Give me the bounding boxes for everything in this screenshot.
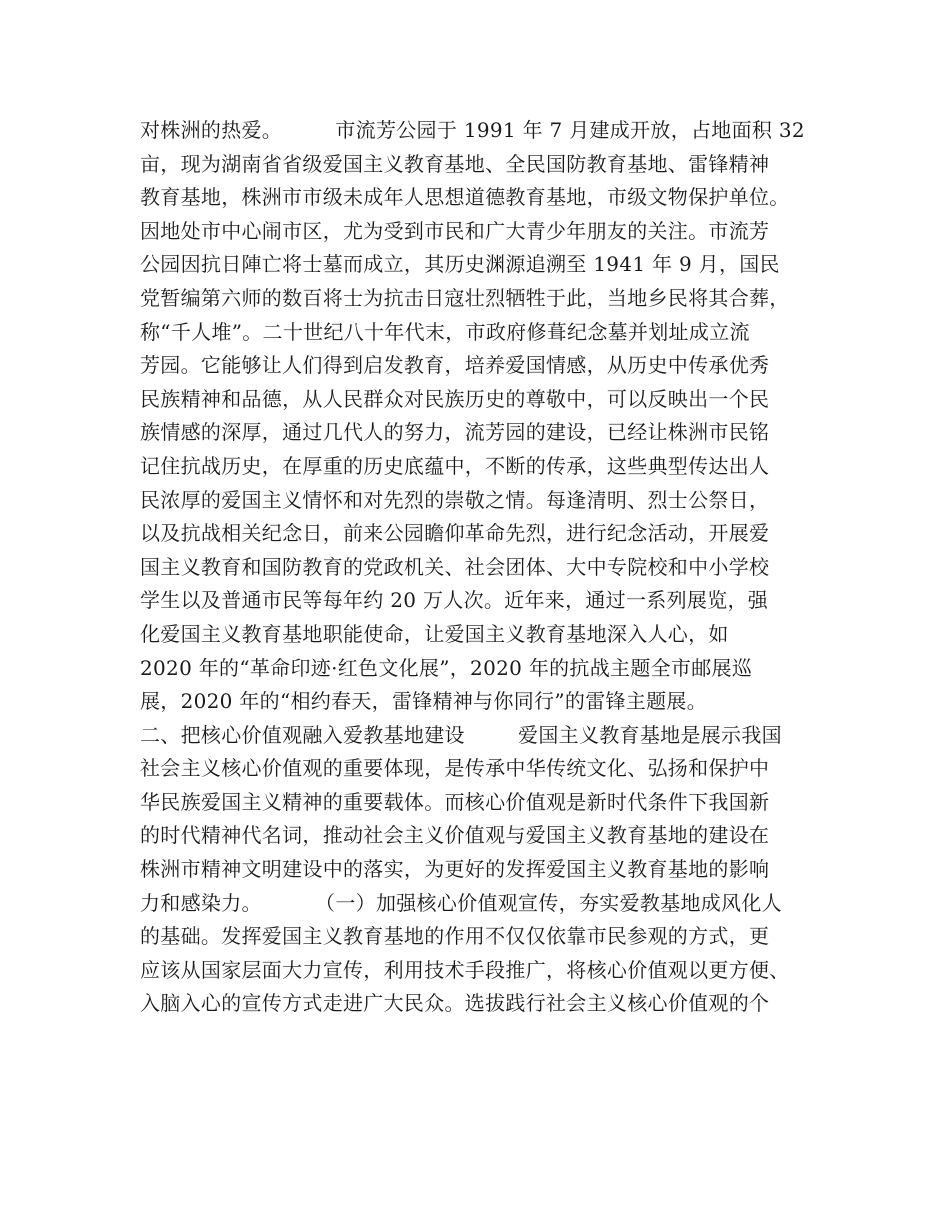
text-line: 称“千人堆”。二十世纪八十年代末，市政府修葺纪念墓并划址成立流 xyxy=(140,319,750,344)
text-line: 的基础。发挥爱国主义教育基地的作用不仅仅依靠市民参观的方式，更 xyxy=(140,924,770,949)
subsection-heading-line: 力和感染力。 （一）加强核心价值观宣传，夯实爱教基地成风化人 xyxy=(140,890,782,915)
text-line: 2020 年的“革命印迹·红色文化展”，2020 年的抗战主题全市邮展巡 xyxy=(140,655,753,680)
section-heading-line: 二、把核心价值观融入爱教基地建设 爱国主义教育基地是展示我国 xyxy=(140,722,782,747)
text-line: 对株洲的热爱。 市流芳公园于 1991 年 7 月建成开放，占地面积 32 xyxy=(140,118,805,142)
text-line: 株洲市精神文明建设中的落实，为更好的发挥爱国主义教育基地的影响 xyxy=(140,857,770,882)
text-line: 教育基地，株洲市市级未成年人思想道德教育基地，市级文物保护单位。 xyxy=(140,185,790,210)
text-line: 华民族爱国主义精神的重要载体。而核心价值观是新时代条件下我国新 xyxy=(140,789,770,814)
body-text xyxy=(140,114,830,1021)
text-line: 公园因抗日陣亡将士墓而成立，其历史渊源追溯至 1941 年 9 月，国民 xyxy=(140,252,780,277)
text-line: 芳园。它能够让人们得到启发教育，培养爱国情感，从历史中传承优秀 xyxy=(140,353,770,378)
text-line: 民族精神和品德，从人民群众对民族历史的尊敬中，可以反映出一个民 xyxy=(140,386,770,411)
text-line: 亩，现为湖南省省级爱国主义教育基地、全民国防教育基地、雷锋精神 xyxy=(140,151,770,176)
text-line: 党暂编第六师的数百将士为抗击日寇壮烈牺牲于此，当地乡民将其合葬， xyxy=(140,285,790,310)
text-line: 族情感的深厚，通过几代人的努力，流芳园的建设，已经让株洲市民铭 xyxy=(140,420,770,445)
text-line: 以及抗战相关纪念日，前来公园瞻仰革命先烈，进行纪念活动，开展爱 xyxy=(140,521,770,546)
text-line: 国主义教育和国防教育的党政机关、社会团体、大中专院校和中小学校 xyxy=(140,554,770,579)
text-line: 社会主义核心价值观的重要体现，是传承中华传统文化、弘扬和保护中 xyxy=(140,756,770,781)
text-line: 民浓厚的爱国主义情怀和对先烈的崇敬之情。每逢清明、烈士公祭日， xyxy=(140,487,770,512)
text-line: 记住抗战历史，在厚重的历史底蕴中，不断的传承，这些典型传达出人 xyxy=(140,453,770,478)
text-line: 应该从国家层面大力宣传，利用技术手段推广，将核心价值观以更方便、 xyxy=(140,957,790,982)
text-line: 学生以及普通市民等每年约 20 万人次。近年来，通过一系列展览，强 xyxy=(140,588,769,613)
text-line: 因地处市中心闹市区，尤为受到市民和广大青少年朋友的关注。市流芳 xyxy=(140,218,770,243)
text-line: 化爱国主义教育基地职能使命，让爱国主义教育基地深入人心，如 xyxy=(140,621,729,646)
text-line: 展，2020 年的“相约春天，雷锋精神与你同行”的雷锋主题展。 xyxy=(140,689,708,714)
text-line: 入脑入心的宣传方式走进广大民众。选拔践行社会主义核心价值观的个 xyxy=(140,991,770,1016)
text-line: 的时代精神代名词，推动社会主义价值观与爱国主义教育基地的建设在 xyxy=(140,823,770,848)
